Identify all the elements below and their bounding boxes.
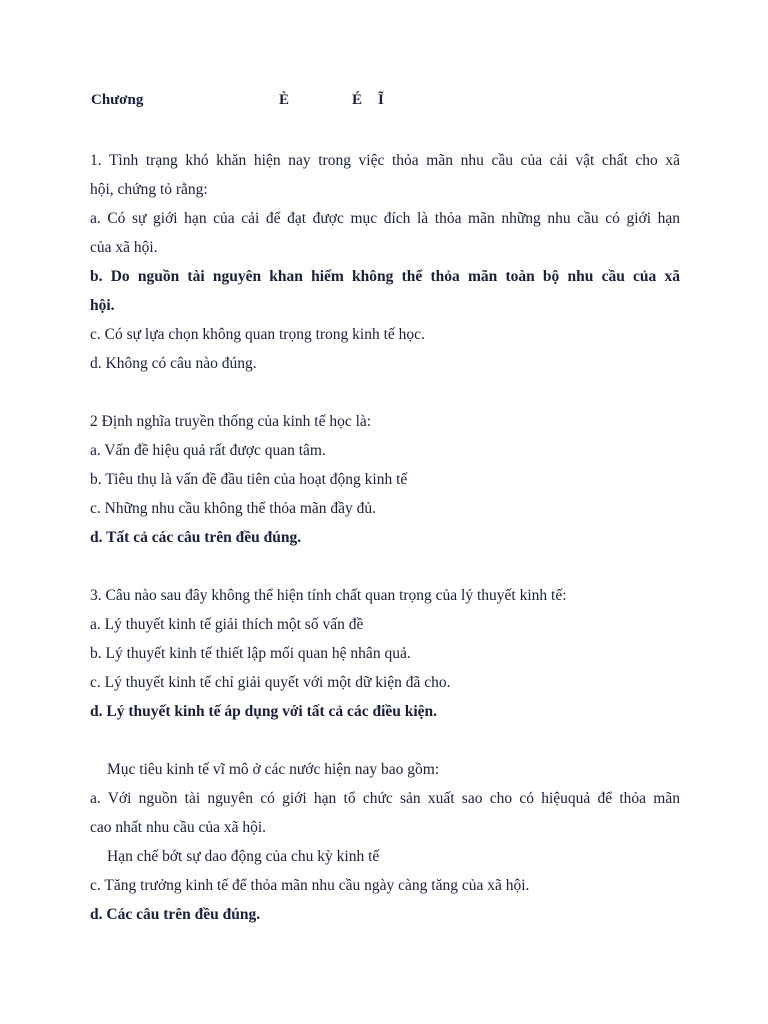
option-a: cao nhất nhu cầu của xã hội. [90,819,267,836]
question-stem: 1. Tình trạng khó khăn hiện nay trong việc thỏa mãn nhu cầu của cải vật chất cho xã [90,152,680,169]
heading-glyph: Ĩ [378,92,384,108]
heading-glyph: È [279,92,290,108]
option-d-correct: d. Tất cả các câu trên đều đúng. [90,529,302,546]
option-b: b. Lý thuyết kinh tế thiết lập mối quan hệ nhân quả. [90,645,411,662]
question-2 [90,407,680,552]
option-a: a. Với nguồn tài nguyên có giới hạn tổ chức sản xuất sao cho có hiệuquả để thỏa mãn [90,790,680,807]
question-stem: Mục tiêu kinh tế vĩ mô ở các nước hiện nay bao gồm: [107,761,440,778]
option-a: của xã hội. [90,239,158,256]
heading-glyph: É [352,92,363,108]
option-c: c. Có sự lựa chọn không quan trọng trong kinh tế học. [90,326,425,343]
question-4 [90,755,680,929]
option-c: c. Lý thuyết kinh tế chỉ giải quyết với một dữ kiện đã cho. [90,674,451,691]
option-d: d. Không có câu nào đúng. [90,355,257,372]
question-stem: 2 Định nghĩa truyền thống của kinh tế học là: [90,413,372,430]
option-c: c. Những nhu cầu không thể thỏa mãn đầy đủ. [90,500,377,517]
question-list [90,146,680,958]
option-a: a. Có sự giới hạn của cải để đạt được mục đích là thỏa mãn những nhu cầu có giới hạn [90,210,680,227]
question-1 [90,146,680,378]
option-b: Hạn chế bớt sự dao động của chu kỳ kinh tế [107,848,380,865]
option-b: b. Tiêu thụ là vấn đề đầu tiên của hoạt động kinh tế [90,471,408,488]
question-3 [90,581,680,726]
option-d-correct: d. Lý thuyết kinh tế áp dụng với tất cả các điều kiện. [90,703,438,720]
option-a: a. Vấn đề hiệu quả rất được quan tâm. [90,442,326,459]
option-b-correct: b. Do nguồn tài nguyên khan hiếm không thể thỏa mãn toàn bộ nhu cầu của xã [90,268,680,285]
chapter-title: Chương [91,92,144,108]
option-d-correct: d. Các câu trên đều đúng. [90,906,261,923]
option-c: c. Tăng trưởng kinh tế để thỏa mãn nhu cầu ngày càng tăng của xã hội. [90,877,530,894]
option-a: a. Lý thuyết kinh tế giải thích một số vấn đề [90,616,364,633]
question-stem: hội, chứng tỏ rằng: [90,181,208,198]
question-stem: 3. Câu nào sau đây không thể hiện tính chất quan trọng của lý thuyết kinh tế: [90,587,567,604]
option-b-correct: hội. [90,297,115,314]
